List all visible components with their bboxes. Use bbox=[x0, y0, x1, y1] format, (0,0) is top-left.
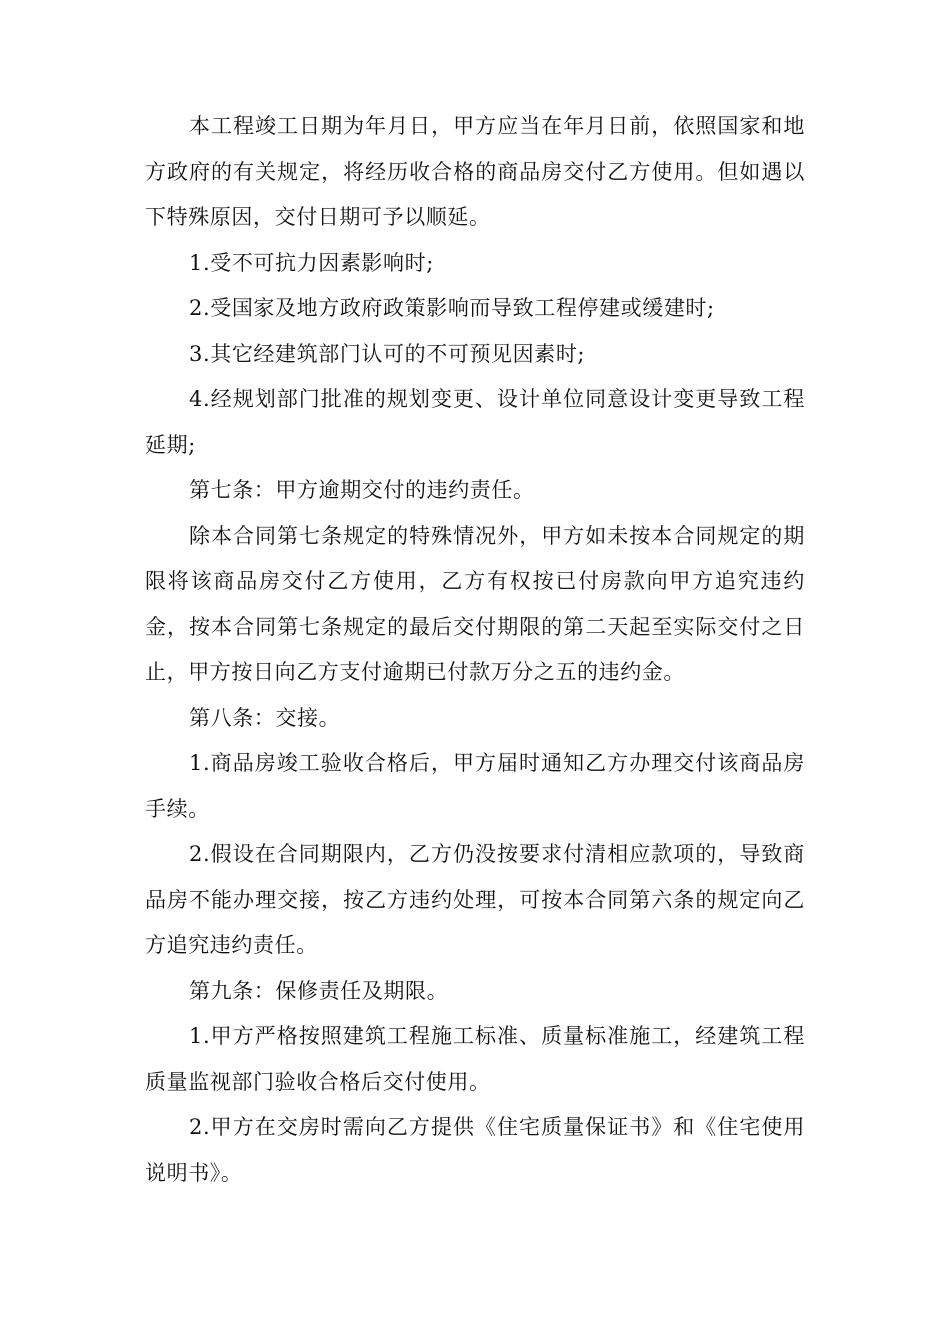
article-7-heading: 第七条：甲方逾期交付的违约责任。 bbox=[189, 478, 535, 502]
paragraph-article-7-body: 除本合同第七条规定的特殊情况外，甲方如未按本合同规定的期限将该商品房交付乙方使用，乙方有权按已付房款向甲方追究违约金，按本合同第七条规定的最后交付期限的第二天起至实际交付之日止，甲方按日向乙方支付逾期已付款万分之五的违约金。 bbox=[145, 523, 805, 684]
paragraph-delay-reason-2: 2.受国家及地方政府政策影响而导致工程停建或缓建时; bbox=[189, 296, 715, 320]
paragraph-handover-2: 2.假设在合同期限内，乙方仍没按要求付清相应款项的，导致商品房不能办理交接，按乙方违约处理，可按本合同第六条的规定向乙方追究违约责任。 bbox=[145, 842, 805, 957]
paragraph-delay-reason-3: 3.其它经建筑部门认可的不可预见因素时; bbox=[189, 341, 586, 366]
paragraph-completion-date: 本工程竣工日期为年月日，甲方应当在年月日前，依照国家和地方政府的有关规定，将经历收合格的商品房交付乙方使用。但如遇以下特殊原因，交付日期可予以顺延。 bbox=[145, 114, 805, 229]
paragraph-warranty-2: 2.甲方在交房时需向乙方提供《住宅质量保证书》和《住宅使用说明书》。 bbox=[145, 1115, 805, 1185]
paragraph-delay-reason-1: 1.受不可抗力因素影响时; bbox=[189, 250, 434, 275]
paragraph-warranty-1: 1.甲方严格按照建筑工程施工标准、质量标准施工，经建筑工程质量监视部门验收合格后交付使用。 bbox=[145, 1024, 805, 1094]
paragraph-delay-reason-4: 4.经规划部门批准的规划变更、设计单位同意设计变更导致工程延期; bbox=[145, 387, 805, 457]
paragraph-handover-1: 1.商品房竣工验收合格后，甲方届时通知乙方办理交付该商品房手续。 bbox=[145, 751, 805, 821]
document-body bbox=[145, 104, 805, 1196]
article-9-heading: 第九条：保修责任及期限。 bbox=[189, 978, 449, 1003]
article-8-heading: 第八条：交接。 bbox=[189, 705, 341, 730]
